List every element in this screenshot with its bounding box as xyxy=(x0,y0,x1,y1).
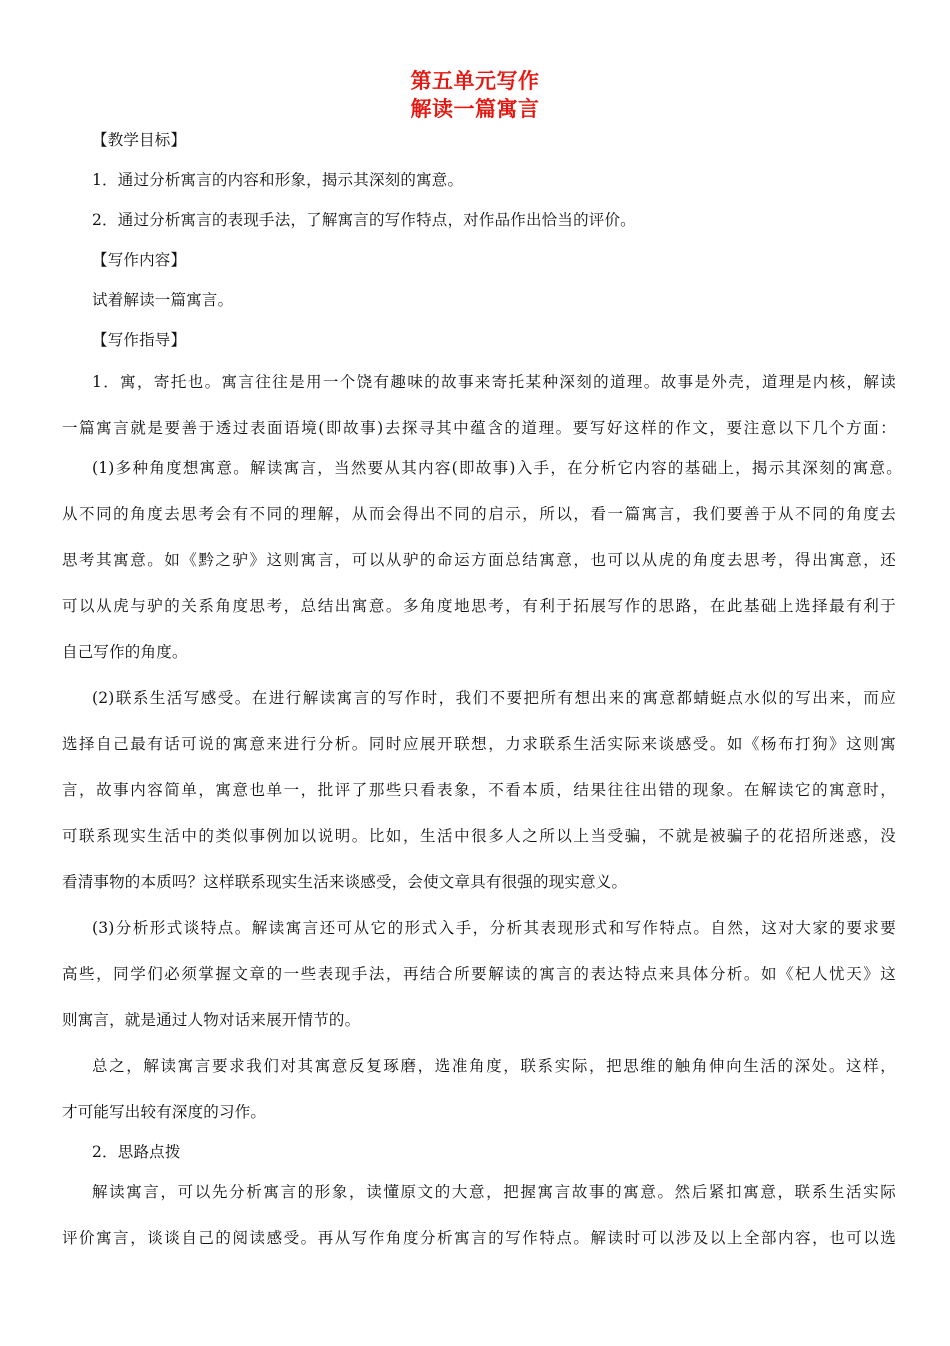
essay-title: 解读一篇寓言 xyxy=(410,97,540,121)
paragraph-line: (1)多种角度想寓意。解读寓言，当然要从其内容(即故事)入手，在分析它内容的基础上，揭示其深刻的寓意。 xyxy=(92,459,902,477)
paragraph-line: 一篇寓言就是要善于透过表面语境(即故事)去探寻其中蕴含的道理。要写好这样的作文，要注意以下几个方面： xyxy=(62,419,896,437)
objective-item-2: 2．通过分析寓言的表现手法，了解寓言的写作特点，对作品作出恰当的评价。 xyxy=(92,211,636,229)
paragraph-line: 解读寓言，可以先分析寓言的形象，读懂原文的大意，把握寓言故事的寓意。然后紧扣寓意，联系生活实际 xyxy=(92,1183,896,1201)
objective-item-1: 1．通过分析寓言的内容和形象，揭示其深刻的寓意。 xyxy=(92,171,464,189)
paragraph-line: 言，故事内容简单，寓意也单一，批评了那些只看表象，不看本质，结果往往出错的现象。在解读它的寓意时， xyxy=(62,781,896,799)
paragraph-line: 可联系现实生活中的类似事例加以说明。比如，生活中很多人之所以上当受骗，不就是被骗子的花招所迷惑，没 xyxy=(62,827,896,845)
content-text: 试着解读一篇寓言。 xyxy=(92,291,234,309)
paragraph-line: (3)分析形式谈特点。解读寓言还可从它的形式入手，分析其表现形式和写作特点。自然，这对大家的要求要 xyxy=(92,919,896,937)
section-heading-objectives: 【教学目标】 xyxy=(92,131,187,149)
paragraph-line: 从不同的角度去思考会有不同的理解，从而会得出不同的启示，所以，看一篇寓言，我们要善于从不同的角度去 xyxy=(62,505,896,523)
paragraph-line: 才可能写出较有深度的习作。 xyxy=(62,1103,267,1121)
paragraph-line: 高些，同学们必须掌握文章的一些表现手法，再结合所要解读的寓言的表达特点来具体分析。如《杞人忧天》这 xyxy=(62,965,896,983)
paragraph-line: 自己写作的角度。 xyxy=(62,643,188,661)
section-heading-guidance: 【写作指导】 xyxy=(92,331,187,349)
paragraph-line: 1．寓，寄托也。寓言往往是用一个饶有趣味的故事来寄托某种深刻的道理。故事是外壳，道理是内核，解读 xyxy=(92,373,896,391)
paragraph-line: 思考其寓意。如《黔之驴》这则寓言，可以从驴的命运方面总结寓意，也可以从虎的角度去思考，得出寓意，还 xyxy=(62,551,896,569)
paragraph-line: 评价寓言，谈谈自己的阅读感受。再从写作角度分析寓言的写作特点。解读时可以涉及以上全部内容，也可以选 xyxy=(62,1229,896,1247)
paragraph-line: 则寓言，就是通过人物对话来展开情节的。 xyxy=(62,1011,361,1029)
section-heading-ideas: 2．思路点拨 xyxy=(92,1143,181,1161)
paragraph-line: 可以从虎与驴的关系角度思考，总结出寓意。多角度地思考，有利于拓展写作的思路，在此基础上选择最有利于 xyxy=(62,597,896,615)
unit-title: 第五单元写作 xyxy=(410,69,540,93)
paragraph-line: 选择自己最有话可说的寓意来进行分析。同时应展开联想，力求联系生活实际来谈感受。如《杨布打狗》这则寓 xyxy=(62,735,896,753)
paragraph-line: 总之，解读寓言要求我们对其寓意反复琢磨，选准角度，联系实际，把思维的触角伸向生活的深处。这样， xyxy=(92,1057,896,1075)
paragraph-line: (2)联系生活写感受。在进行解读寓言的写作时，我们不要把所有想出来的寓意都蜻蜓点水似的写出来，而应 xyxy=(92,689,896,707)
paragraph-line: 看清事物的本质吗？这样联系现实生活来谈感受，会使文章具有很强的现实意义。 xyxy=(62,873,628,891)
section-heading-content: 【写作内容】 xyxy=(92,251,187,269)
